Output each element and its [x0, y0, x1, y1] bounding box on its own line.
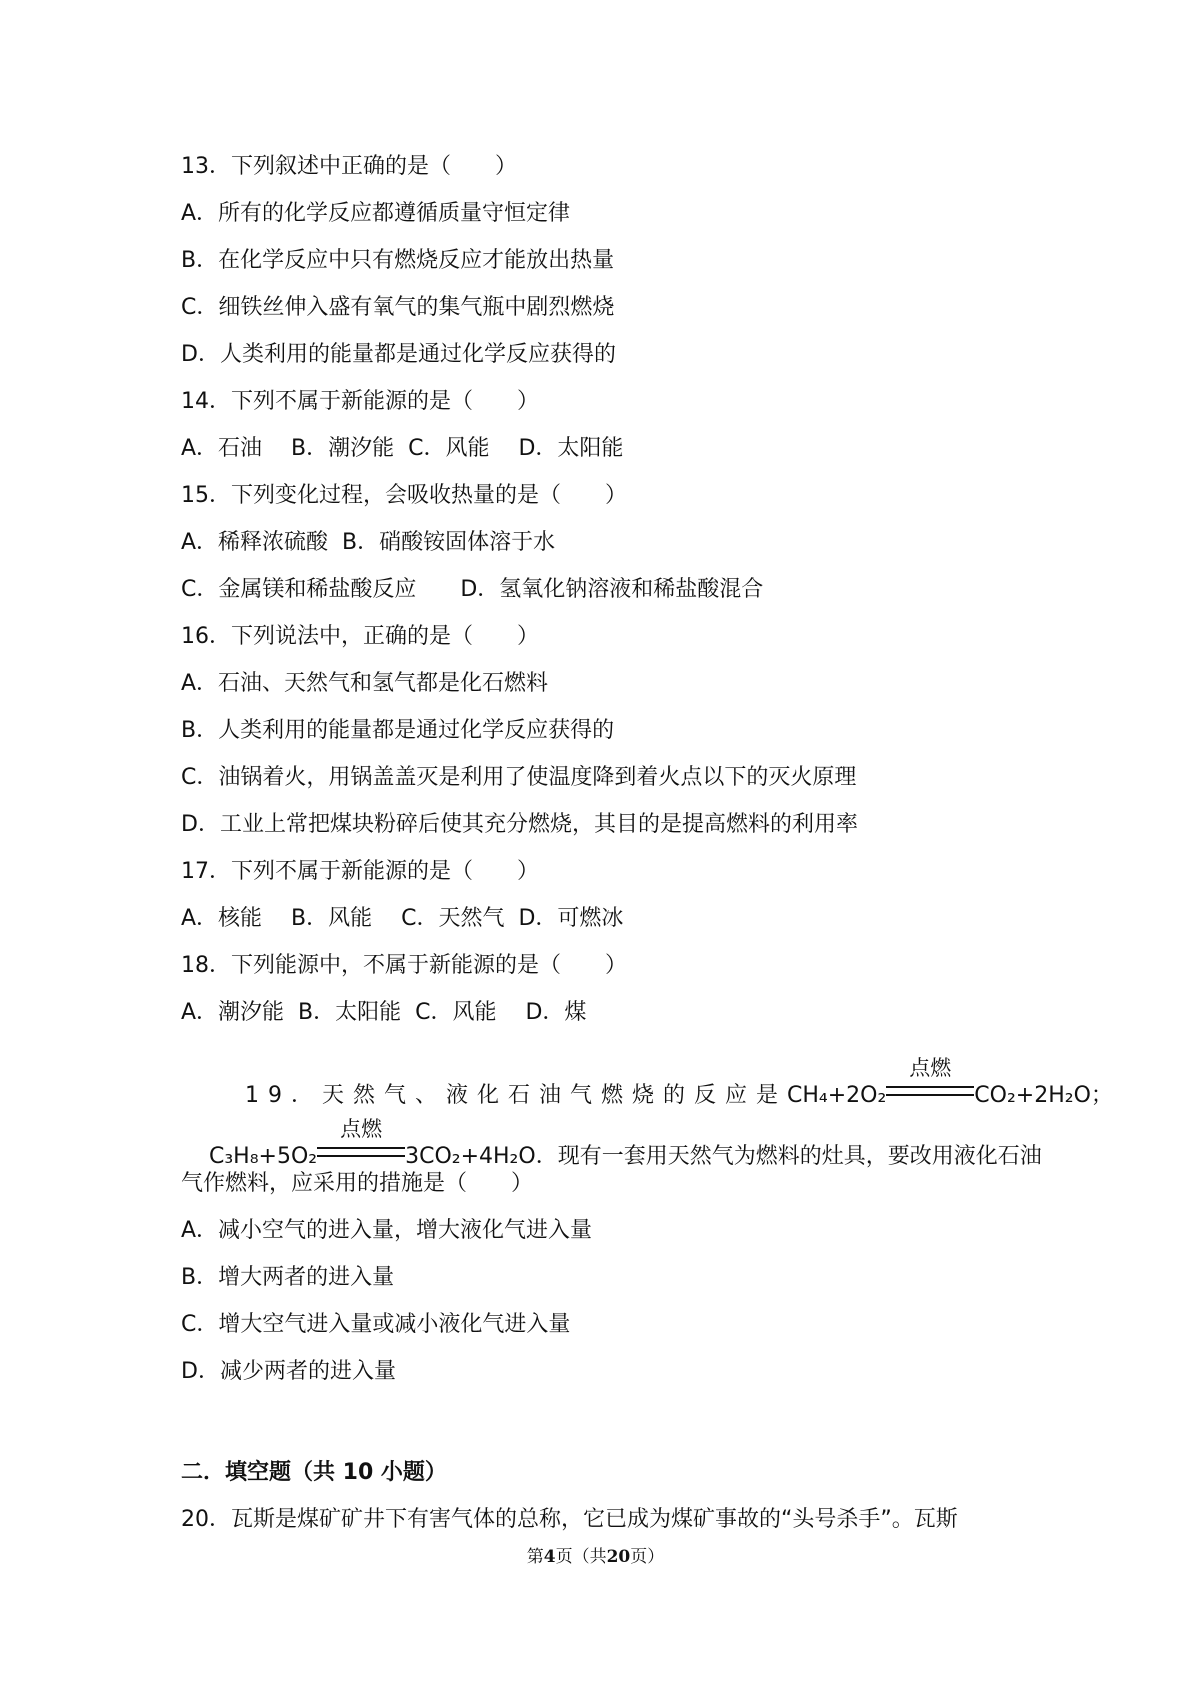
line-q13d: D．人类利用的能量都是通过化学反应获得的	[181, 342, 616, 367]
line-q16d: D．工业上常把煤块粉碎后使其充分燃烧，其目的是提高燃料的利用率	[181, 812, 858, 837]
line-q15ab: A．稀释浓硫酸 B．硝酸铵固体溶于水	[181, 530, 556, 555]
footer-mid: 页（共	[555, 1547, 607, 1567]
line-q13: 13．下列叙述中正确的是（ ）	[181, 154, 517, 179]
eq1-arrow	[886, 1056, 974, 1111]
line-q16c: C．油锅着火，用锅盖盖灭是利用了使温度降到着火点以下的灭火原理	[181, 765, 857, 790]
q19-stem-cont: ．现有一套用天然气为燃料的灶具，要改用液化石油	[535, 1144, 1042, 1169]
footer-suffix: 页）	[630, 1547, 665, 1567]
eq2-arrow	[317, 1117, 405, 1172]
line-q15: 15．下列变化过程，会吸收热量的是（ ）	[181, 483, 627, 508]
equation-1	[786, 1056, 1113, 1108]
eq1-products: CO₂+2H₂O；	[974, 1083, 1113, 1108]
q19-option-a: A．减小空气的进入量，增大液化气进入量	[181, 1218, 593, 1243]
q19-line3: 气作燃料，应采用的措施是（ ）	[181, 1171, 534, 1196]
eq2-reactants: C₃H₈+5O₂	[208, 1144, 318, 1169]
eq1-condition: 点燃	[909, 1056, 952, 1080]
eq1-reactants: CH₄+2O₂	[786, 1083, 887, 1108]
section-heading: 二．填空题（共 10 小题）	[181, 1460, 447, 1485]
footer-page-number: 4	[543, 1547, 556, 1567]
line-q16b: B．人类利用的能量都是通过化学反应获得的	[181, 718, 615, 743]
line-q16: 16．下列说法中，正确的是（ ）	[181, 624, 539, 649]
line-q18opts: A．潮汐能 B．太阳能 C．风能 D．煤	[181, 1000, 587, 1025]
line-q13a: A．所有的化学反应都遵循质量守恒定律	[181, 201, 571, 226]
q19-option-c: C．增大空气进入量或减小液化气进入量	[181, 1312, 571, 1337]
line-q16a: A．石油、天然气和氢气都是化石燃料	[181, 671, 549, 696]
line-q15cd: C．金属镁和稀盐酸反应 D．氢氧化钠溶液和稀盐酸混合	[181, 577, 764, 602]
q20-stem: 20．瓦斯是煤矿矿井下有害气体的总称，它已成为煤矿事故的“头号杀手”。瓦斯	[181, 1507, 958, 1532]
line-q14opts: A．石油 B．潮汐能 C．风能 D．太阳能	[181, 436, 624, 461]
q19-option-d: D．减少两者的进入量	[181, 1359, 396, 1384]
q19-stem: 19．天然气、液化石油气燃烧的反应是	[244, 1083, 787, 1108]
line-q17: 17．下列不属于新能源的是（ ）	[181, 859, 539, 884]
footer-prefix: 第	[526, 1547, 544, 1567]
line-q13c: C．细铁丝伸入盛有氧气的集气瓶中剧烈燃烧	[181, 295, 615, 320]
eq2-products: 3CO₂+4H₂O	[405, 1144, 536, 1169]
line-q13b: B．在化学反应中只有燃烧反应才能放出热量	[181, 248, 615, 273]
line-q18: 18．下列能源中，不属于新能源的是（ ）	[181, 953, 627, 978]
line-q14: 14．下列不属于新能源的是（ ）	[181, 389, 539, 414]
line-q17opts: A．核能 B．风能 C．天然气 D．可燃冰	[181, 906, 624, 931]
eq2-condition: 点燃	[340, 1117, 383, 1141]
footer-total-pages: 20	[606, 1547, 631, 1567]
q19-option-b: B．增大两者的进入量	[181, 1265, 395, 1290]
page-footer	[0, 1542, 1191, 1567]
